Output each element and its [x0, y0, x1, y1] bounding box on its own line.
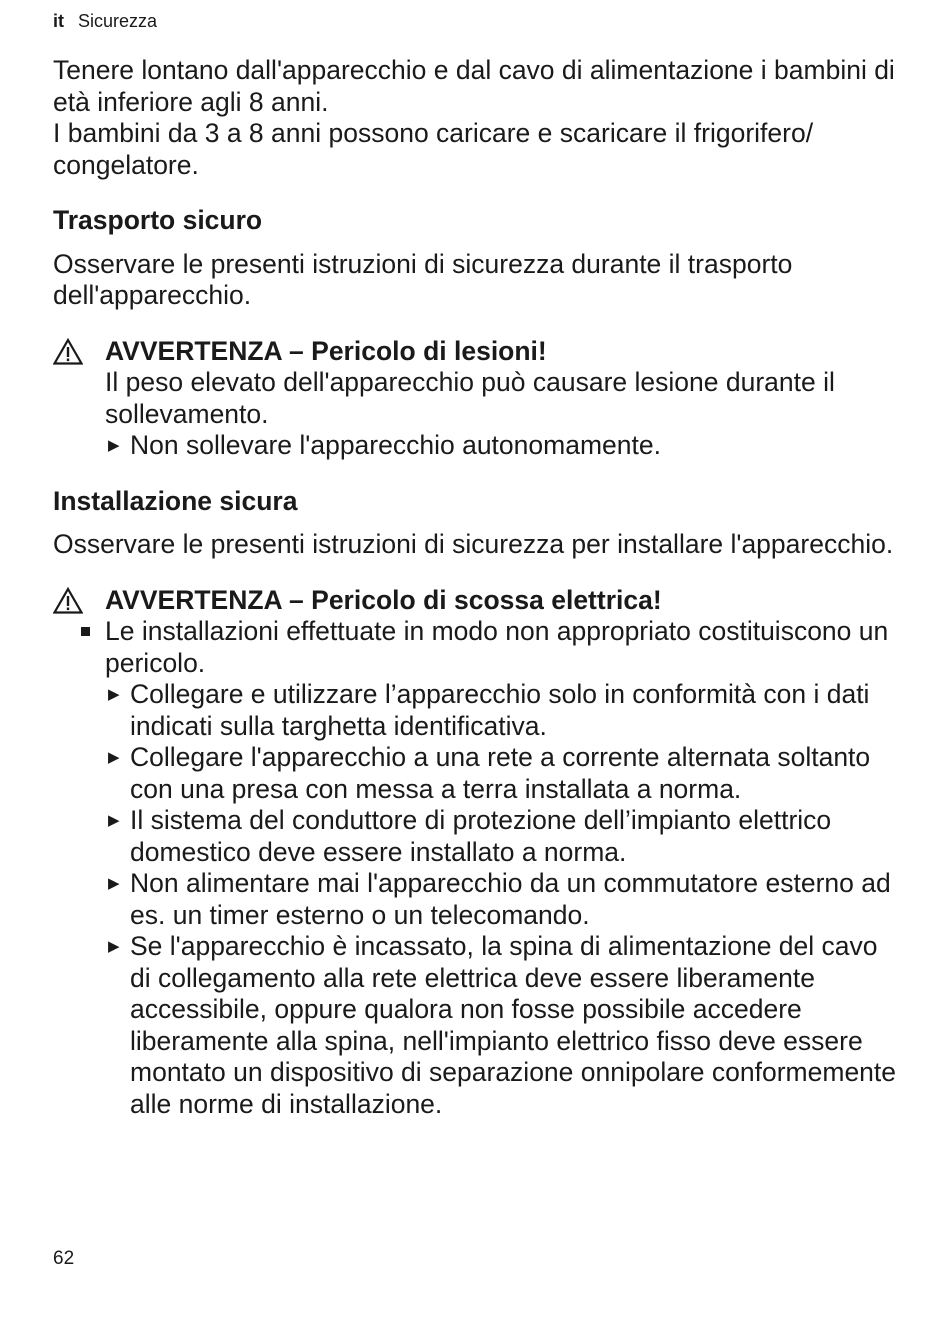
action-item [105, 679, 898, 742]
warning-body [53, 367, 898, 462]
transport-heading: Trasporto sicuro [53, 205, 263, 235]
warning-title-row [53, 336, 898, 368]
language-code: it [53, 11, 64, 31]
transport-section [53, 205, 898, 462]
action-text: Collegare e utilizzare l’apparecchio solo in conformità con i dati indicati sulla targhetta identificativa. [130, 679, 870, 741]
bullet-item [53, 616, 898, 679]
installation-text: Osservare le presenti istruzioni di sicurezza per installare l'apparecchio. [53, 529, 894, 559]
transport-text: Osservare le presenti istruzioni di sicurezza durante il trasporto dell'apparecchio. [53, 248, 793, 310]
triangle-right-icon: ▶ [108, 938, 120, 955]
action-list [53, 679, 898, 1120]
page-header [53, 10, 157, 32]
intro-paragraph-2: I bambini da 3 a 8 anni possono caricare e scaricare il frigorifero/ congelatore. [53, 118, 814, 180]
installation-warning [53, 585, 898, 1121]
triangle-right-icon: ▶ [108, 437, 120, 454]
warning-title-row [53, 585, 898, 617]
warning-title: AVVERTENZA – Pericolo di scossa elettrica! [105, 584, 662, 615]
action-text: Non alimentare mai l'apparecchio da un commutatore esterno ad es. un timer esterno o un telecomando. [130, 868, 891, 930]
section-title: Sicurezza [78, 11, 158, 31]
page-number: 62 [53, 1248, 75, 1269]
transport-warning [53, 336, 898, 462]
action-item [105, 430, 898, 462]
warning-text: Il peso elevato dell'apparecchio può causare lesione durante il sollevamento. [105, 367, 835, 429]
installation-heading: Installazione sicura [53, 485, 298, 516]
action-item [105, 742, 898, 805]
triangle-right-icon: ▶ [108, 686, 120, 703]
triangle-right-icon: ▶ [108, 812, 120, 829]
action-item [105, 805, 898, 868]
intro-paragraph-1: Tenere lontano dall'apparecchio e dal cavo di alimentazione i bambini di età inferiore agli 8 anni. [53, 55, 895, 117]
bullet-text: Le installazioni effettuate in modo non appropriato costituiscono un pericolo. [105, 616, 889, 678]
action-text: Il sistema del conduttore di protezione dell’impianto elettrico domestico deve essere installato a norma. [130, 805, 832, 867]
intro-section [53, 55, 898, 181]
warning-triangle-icon [53, 587, 105, 614]
warning-title: AVVERTENZA – Pericolo di lesioni! [105, 335, 547, 366]
action-text: Non sollevare l'apparecchio autonomamente. [130, 430, 661, 460]
action-text: Se l'apparecchio è incassato, la spina di alimentazione del cavo di collegamento alla rete elettrica deve essere liberamente accessibile, oppure qualora non fosse possibile accedere liberamente alla spina, nell'impianto elettrico fisso deve essere montato un dispositivo di separazione onnipolare conformemente alle norme di installazione. [130, 931, 897, 1119]
square-bullet-icon [53, 616, 105, 679]
page-content [53, 55, 898, 1144]
action-text: Collegare l'apparecchio a una rete a corrente alternata soltanto con una presa con messa a terra installata a norma. [130, 742, 871, 804]
warning-triangle-icon [53, 338, 105, 365]
triangle-right-icon: ▶ [108, 749, 120, 766]
installation-section [53, 486, 898, 1121]
action-item [105, 868, 898, 931]
triangle-right-icon: ▶ [108, 875, 120, 892]
action-item [105, 931, 898, 1120]
